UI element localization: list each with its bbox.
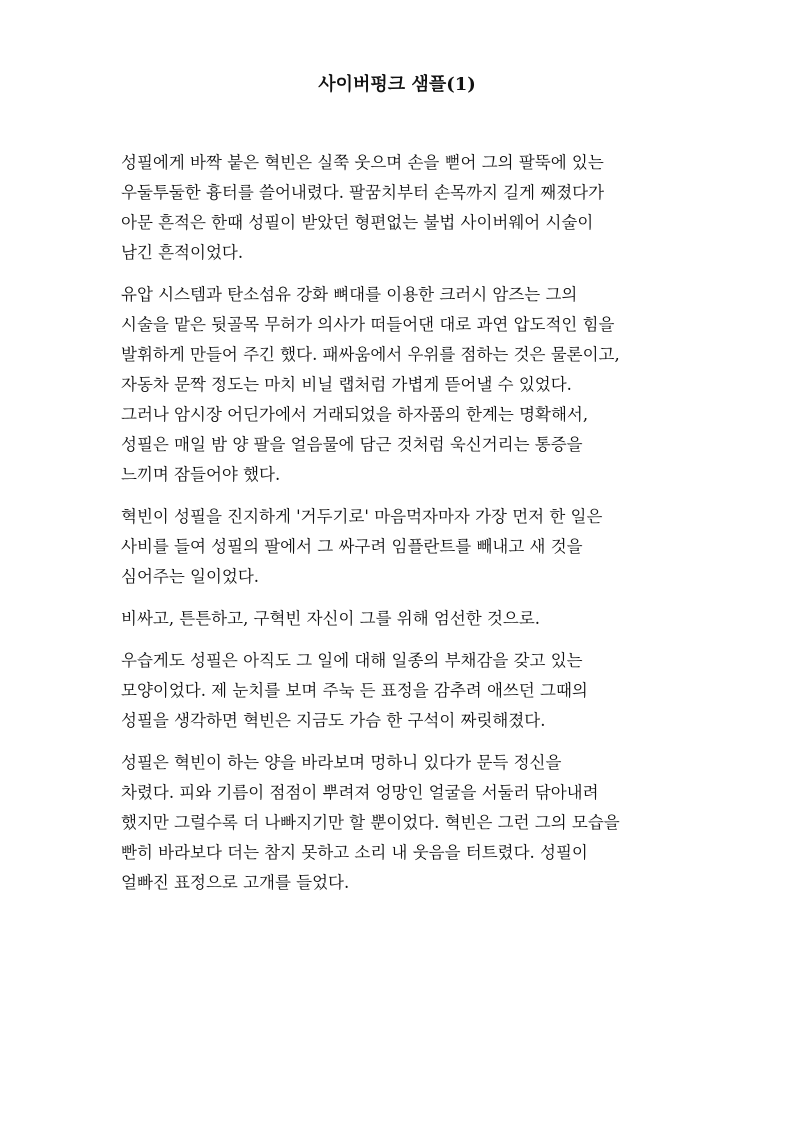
text-line: 성필을 생각하면 혁빈은 지금도 가슴 한 구석이 짜릿해졌다. [121,711,546,730]
text-line: 빤히 바라보다 더는 참지 못하고 소리 내 웃음을 터트렸다. 성필이 [121,843,588,862]
text-line: 성필에게 바짝 붙은 혁빈은 실쭉 웃으며 손을 뻗어 그의 팔뚝에 있는 [121,153,604,172]
text-line: 성필은 혁빈이 하는 양을 바라보며 멍하니 있다가 문득 정신을 [121,753,562,772]
text-line: 성필은 매일 밤 양 팔을 얼음물에 담근 것처럼 욱신거리는 통증을 [121,435,583,454]
text-line: 아문 흔적은 한때 성필이 받았던 형편없는 불법 사이버웨어 시술이 [121,213,594,232]
document-body [121,148,681,910]
text-line: 했지만 그럴수록 더 나빠지기만 할 뿐이었다. 혁빈은 그런 그의 모습을 [121,813,620,832]
text-line: 시술을 맡은 뒷골목 무허가 의사가 떠들어댄 대로 과연 압도적인 힘을 [121,315,615,334]
paragraph-3 [121,502,681,592]
text-line: 자동차 문짝 정도는 마치 비닐 랩처럼 가볍게 뜯어낼 수 있었다. [121,375,572,394]
text-line: 비싸고, 튼튼하고, 구혁빈 자신이 그를 위해 엄선한 것으로. [121,609,541,628]
text-line: 사비를 들여 성필의 팔에서 그 싸구려 임플란트를 빼내고 새 것을 [121,537,583,556]
text-line: 우둘투둘한 흉터를 쓸어내렸다. 팔꿈치부터 손목까지 길게 째졌다가 [121,183,605,202]
text-line: 모양이었다. 제 눈치를 보며 주눅 든 표정을 감추려 애쓰던 그때의 [121,681,588,700]
text-line: 남긴 흔적이었다. [121,243,244,262]
text-line: 유압 시스템과 탄소섬유 강화 뼈대를 이용한 크러시 암즈는 그의 [121,285,578,304]
paragraph-2 [121,280,681,490]
text-line: 심어주는 일이었다. [121,567,260,586]
paragraph-1 [121,148,681,268]
document-title: 사이버펑크 샘플(1) [318,74,476,95]
text-line: 혁빈이 성필을 진지하게 '거두기로' 마음먹자마자 가장 먼저 한 일은 [121,507,603,526]
paragraph-5 [121,646,681,736]
text-line: 느끼며 잠들어야 했다. [121,465,281,484]
text-line: 차렸다. 피와 기름이 점점이 뿌려져 엉망인 얼굴을 서둘러 닦아내려 [121,783,599,802]
text-line: 우습게도 성필은 아직도 그 일에 대해 일종의 부채감을 갖고 있는 [121,651,583,670]
text-line: 그러나 암시장 어딘가에서 거래되었을 하자품의 한계는 명확해서, [121,405,589,424]
text-line: 발휘하게 만들어 주긴 했다. 패싸움에서 우위를 점하는 것은 물론이고, [121,345,620,364]
paragraph-6 [121,748,681,898]
paragraph-4 [121,604,681,634]
text-line: 얼빠진 표정으로 고개를 들었다. [121,873,350,892]
